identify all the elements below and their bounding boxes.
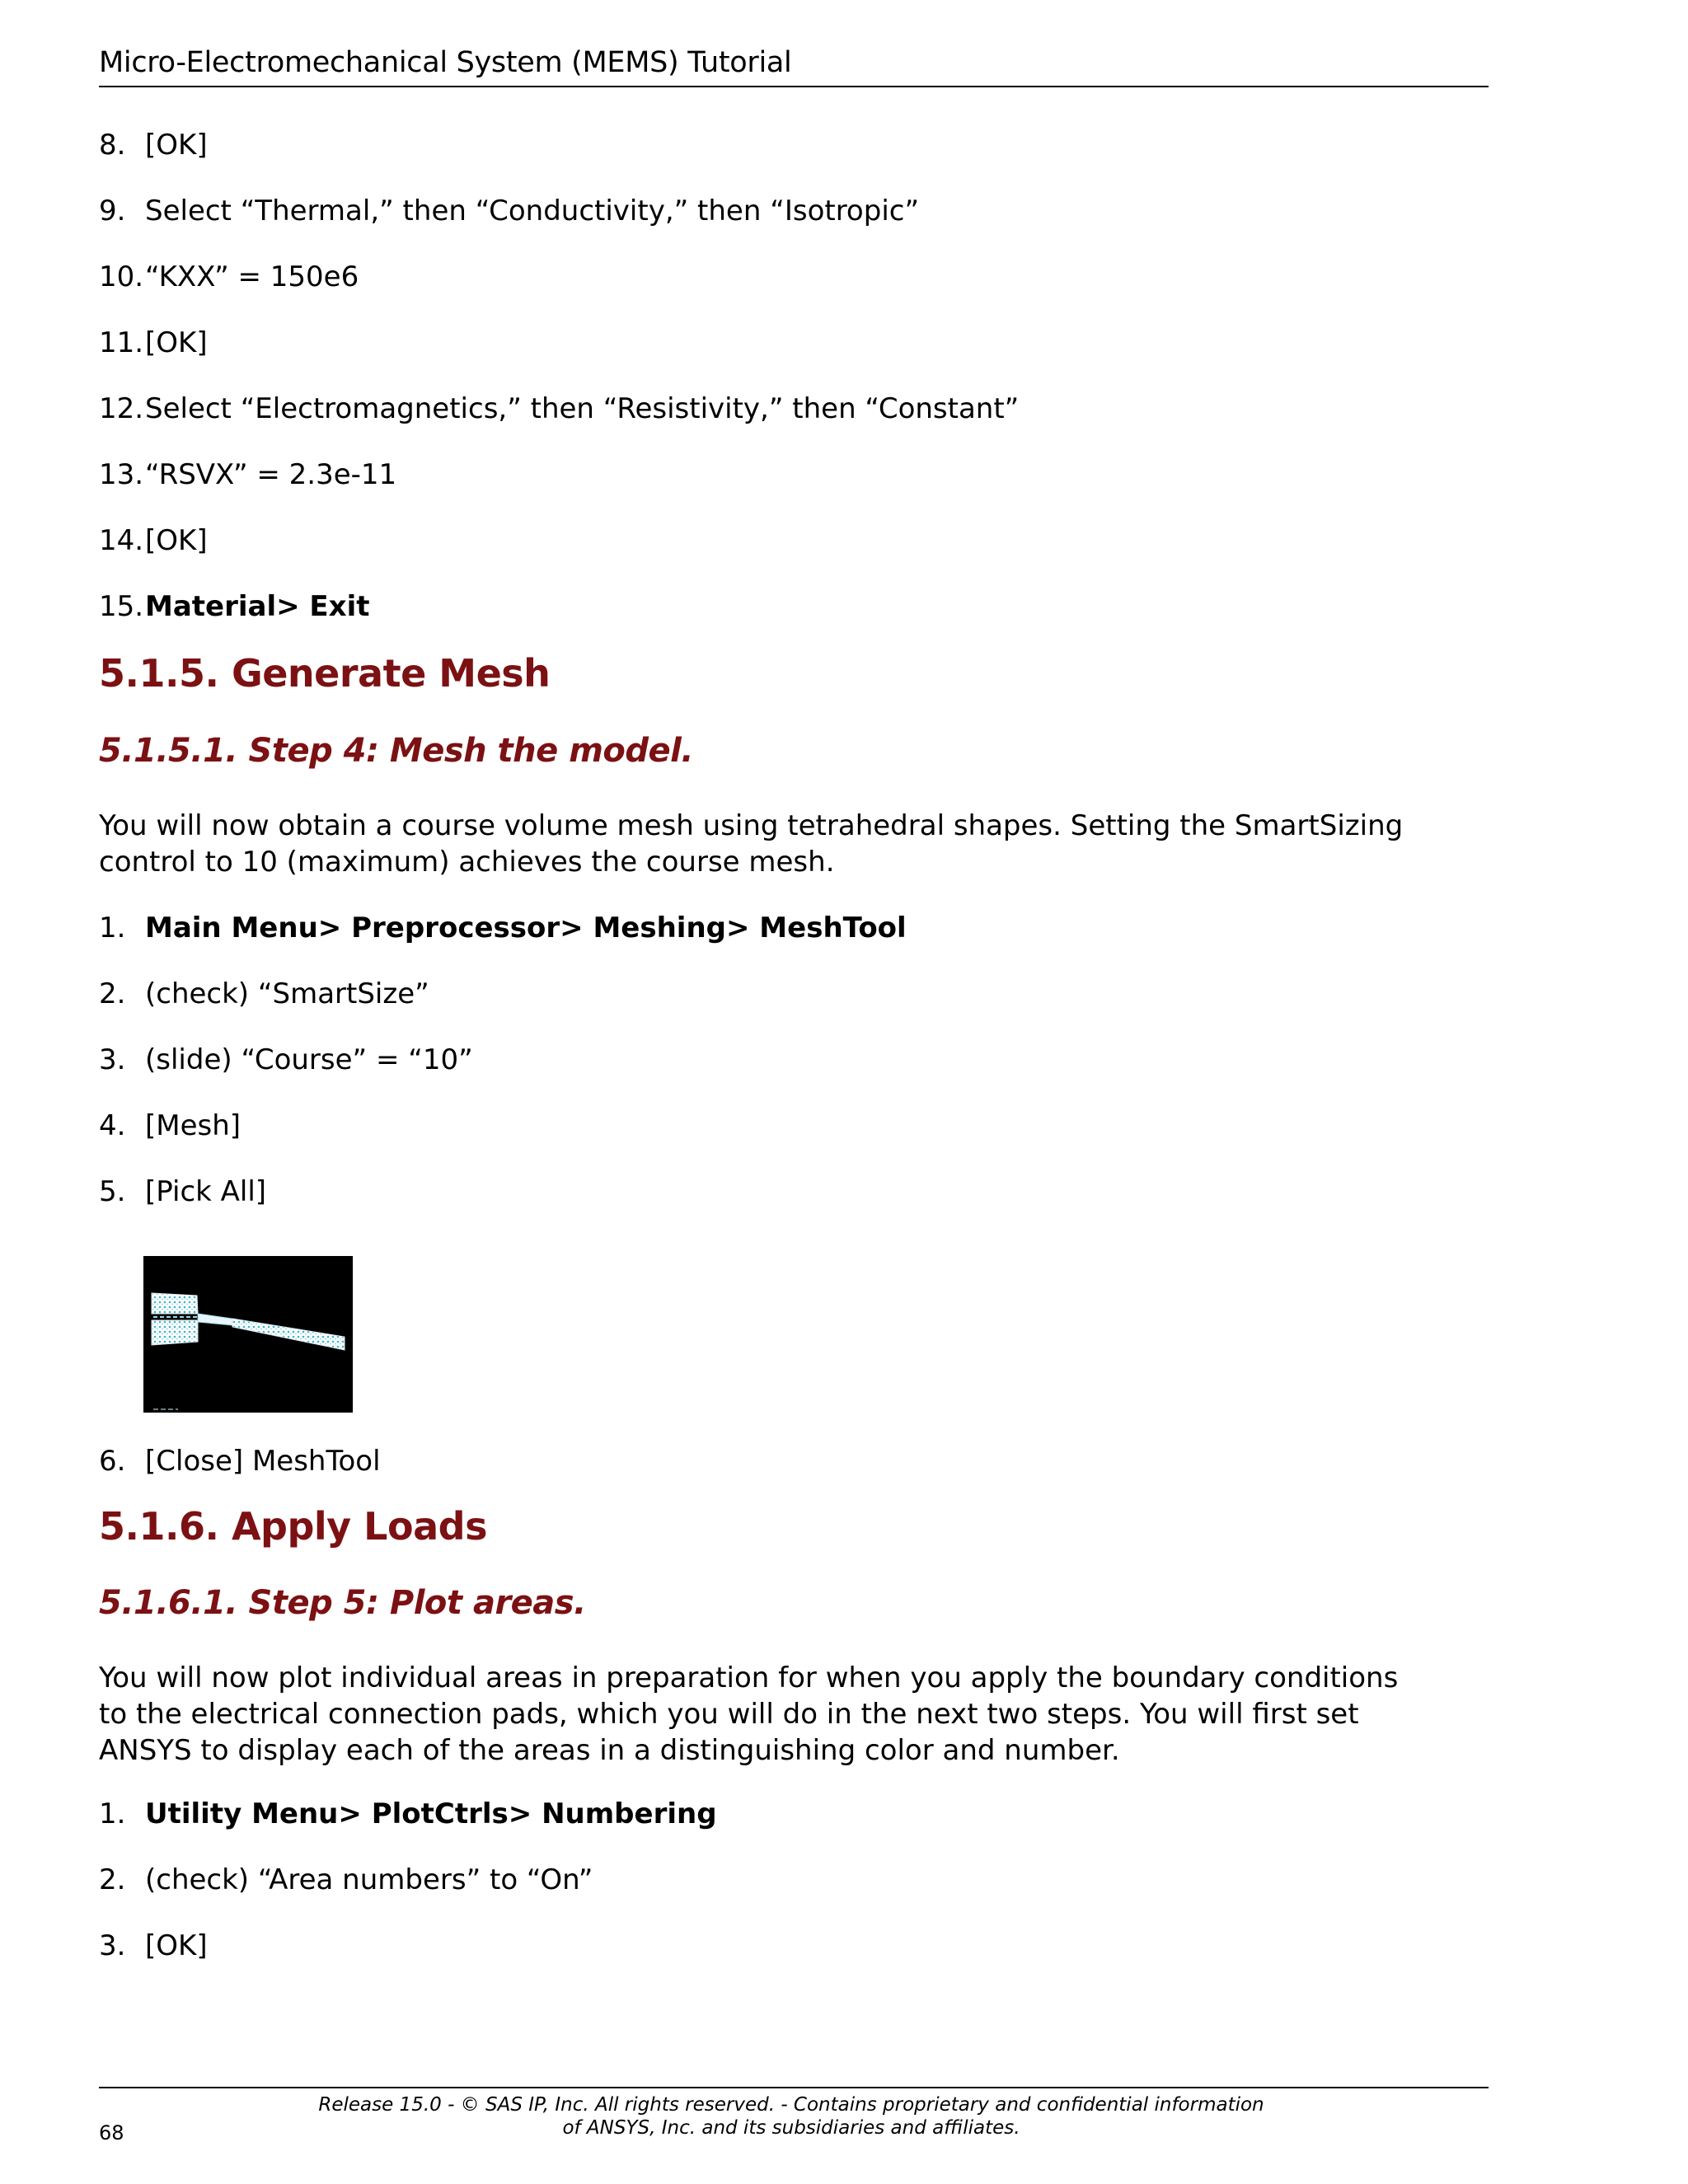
header-rule xyxy=(99,86,1489,87)
list-item xyxy=(99,128,208,162)
page-number: 68 xyxy=(99,2121,124,2144)
list-item-text: [OK] xyxy=(145,524,208,557)
list-item xyxy=(99,260,359,294)
list-item-number: 12. xyxy=(99,392,144,425)
footer-line-1: Release 15.0 - © SAS IP, Inc. All rights reserved. - Contains proprietary and confidential information xyxy=(318,2094,1264,2116)
list-item-number: 4. xyxy=(99,1109,126,1142)
list-item-number: 15. xyxy=(99,590,144,623)
list-item-text: “KXX” = 150e6 xyxy=(145,260,359,293)
list-item xyxy=(99,911,907,945)
list-item xyxy=(99,589,370,624)
paragraph: You will now plot individual areas in preparation for when you apply the boundary conditions to the electrical connection pads, which you will do in the next two steps. You will first set ANSYS to display each of the areas in a distinguishing color and number. xyxy=(99,1661,1399,1767)
list-item-number: 6. xyxy=(99,1445,126,1478)
list-item xyxy=(99,1863,593,1897)
list-item xyxy=(99,1444,381,1479)
running-header-title: Micro-Electromechanical System (MEMS) Tutorial xyxy=(99,46,792,79)
list-item-number: 14. xyxy=(99,524,144,557)
list-item-text: [OK] xyxy=(145,129,208,162)
section-heading: 5.1.5. Generate Mesh xyxy=(99,651,551,696)
mesh-pad-upper xyxy=(152,1293,198,1314)
list-item xyxy=(99,1174,266,1209)
list-item-number: 5. xyxy=(99,1175,126,1208)
meshed-model-graphic xyxy=(143,1256,353,1413)
mesh-neck xyxy=(198,1314,232,1325)
list-item-number: 2. xyxy=(99,1863,126,1896)
mesh-result-image xyxy=(143,1256,353,1413)
footer-line-2: of ANSYS, Inc. and its subsidiaries and affiliates. xyxy=(562,2117,1020,2139)
footer-rule xyxy=(99,2087,1489,2088)
list-item-number: 2. xyxy=(99,977,126,1010)
list-item-text: [Mesh] xyxy=(145,1109,241,1142)
subsection-heading: 5.1.6.1. Step 5: Plot areas. xyxy=(99,1584,586,1622)
list-item-number: 11. xyxy=(99,326,144,359)
list-item-text: [Pick All] xyxy=(145,1175,267,1208)
footer-copyright xyxy=(272,2093,1311,2139)
list-item-text: Select “Thermal,” then “Conductivity,” then “Isotropic” xyxy=(145,194,920,227)
list-item xyxy=(99,1108,241,1143)
list-item-text: [OK] xyxy=(145,1929,208,1962)
list-item xyxy=(99,194,919,228)
list-item-number: 9. xyxy=(99,194,126,227)
list-item-number: 3. xyxy=(99,1929,126,1962)
list-item xyxy=(99,523,208,558)
section-heading: 5.1.6. Apply Loads xyxy=(99,1504,487,1549)
list-item xyxy=(99,457,396,492)
list-item-text: (slide) “Course” = “10” xyxy=(145,1043,473,1076)
list-item-text: (check) “SmartSize” xyxy=(145,977,429,1010)
list-item xyxy=(99,1043,473,1077)
list-item-number: 13. xyxy=(99,458,144,491)
menu-path-text: Utility Menu> PlotCtrls> Numbering xyxy=(145,1797,717,1830)
paragraph: You will now obtain a course volume mesh using tetrahedral shapes. Setting the SmartSizing control to 10 (maximum) achieves the course mesh. xyxy=(99,809,1404,879)
list-item xyxy=(99,977,429,1011)
subsection-heading: 5.1.5.1. Step 4: Mesh the model. xyxy=(99,732,694,770)
list-item xyxy=(99,1797,717,1831)
list-item-text: [OK] xyxy=(145,326,208,359)
mesh-beam xyxy=(232,1319,345,1350)
list-item xyxy=(99,1929,208,1963)
menu-path-text: Main Menu> Preprocessor> Meshing> MeshTool xyxy=(145,912,907,944)
list-item xyxy=(99,391,1019,426)
list-item-number: 1. xyxy=(99,1797,126,1830)
menu-path-text: Material> Exit xyxy=(145,590,370,623)
list-item-text: “RSVX” = 2.3e-11 xyxy=(145,458,397,491)
list-item-number: 10. xyxy=(99,260,144,293)
list-item-number: 8. xyxy=(99,129,126,162)
list-item-text: Select “Electromagnetics,” then “Resistivity,” then “Constant” xyxy=(145,392,1020,425)
list-item-text: [Close] MeshTool xyxy=(145,1445,381,1478)
list-item-number: 3. xyxy=(99,1043,126,1076)
list-item-text: (check) “Area numbers” to “On” xyxy=(145,1863,593,1896)
mesh-pad-lower xyxy=(152,1320,198,1345)
list-item xyxy=(99,326,208,360)
list-item-number: 1. xyxy=(99,912,126,944)
